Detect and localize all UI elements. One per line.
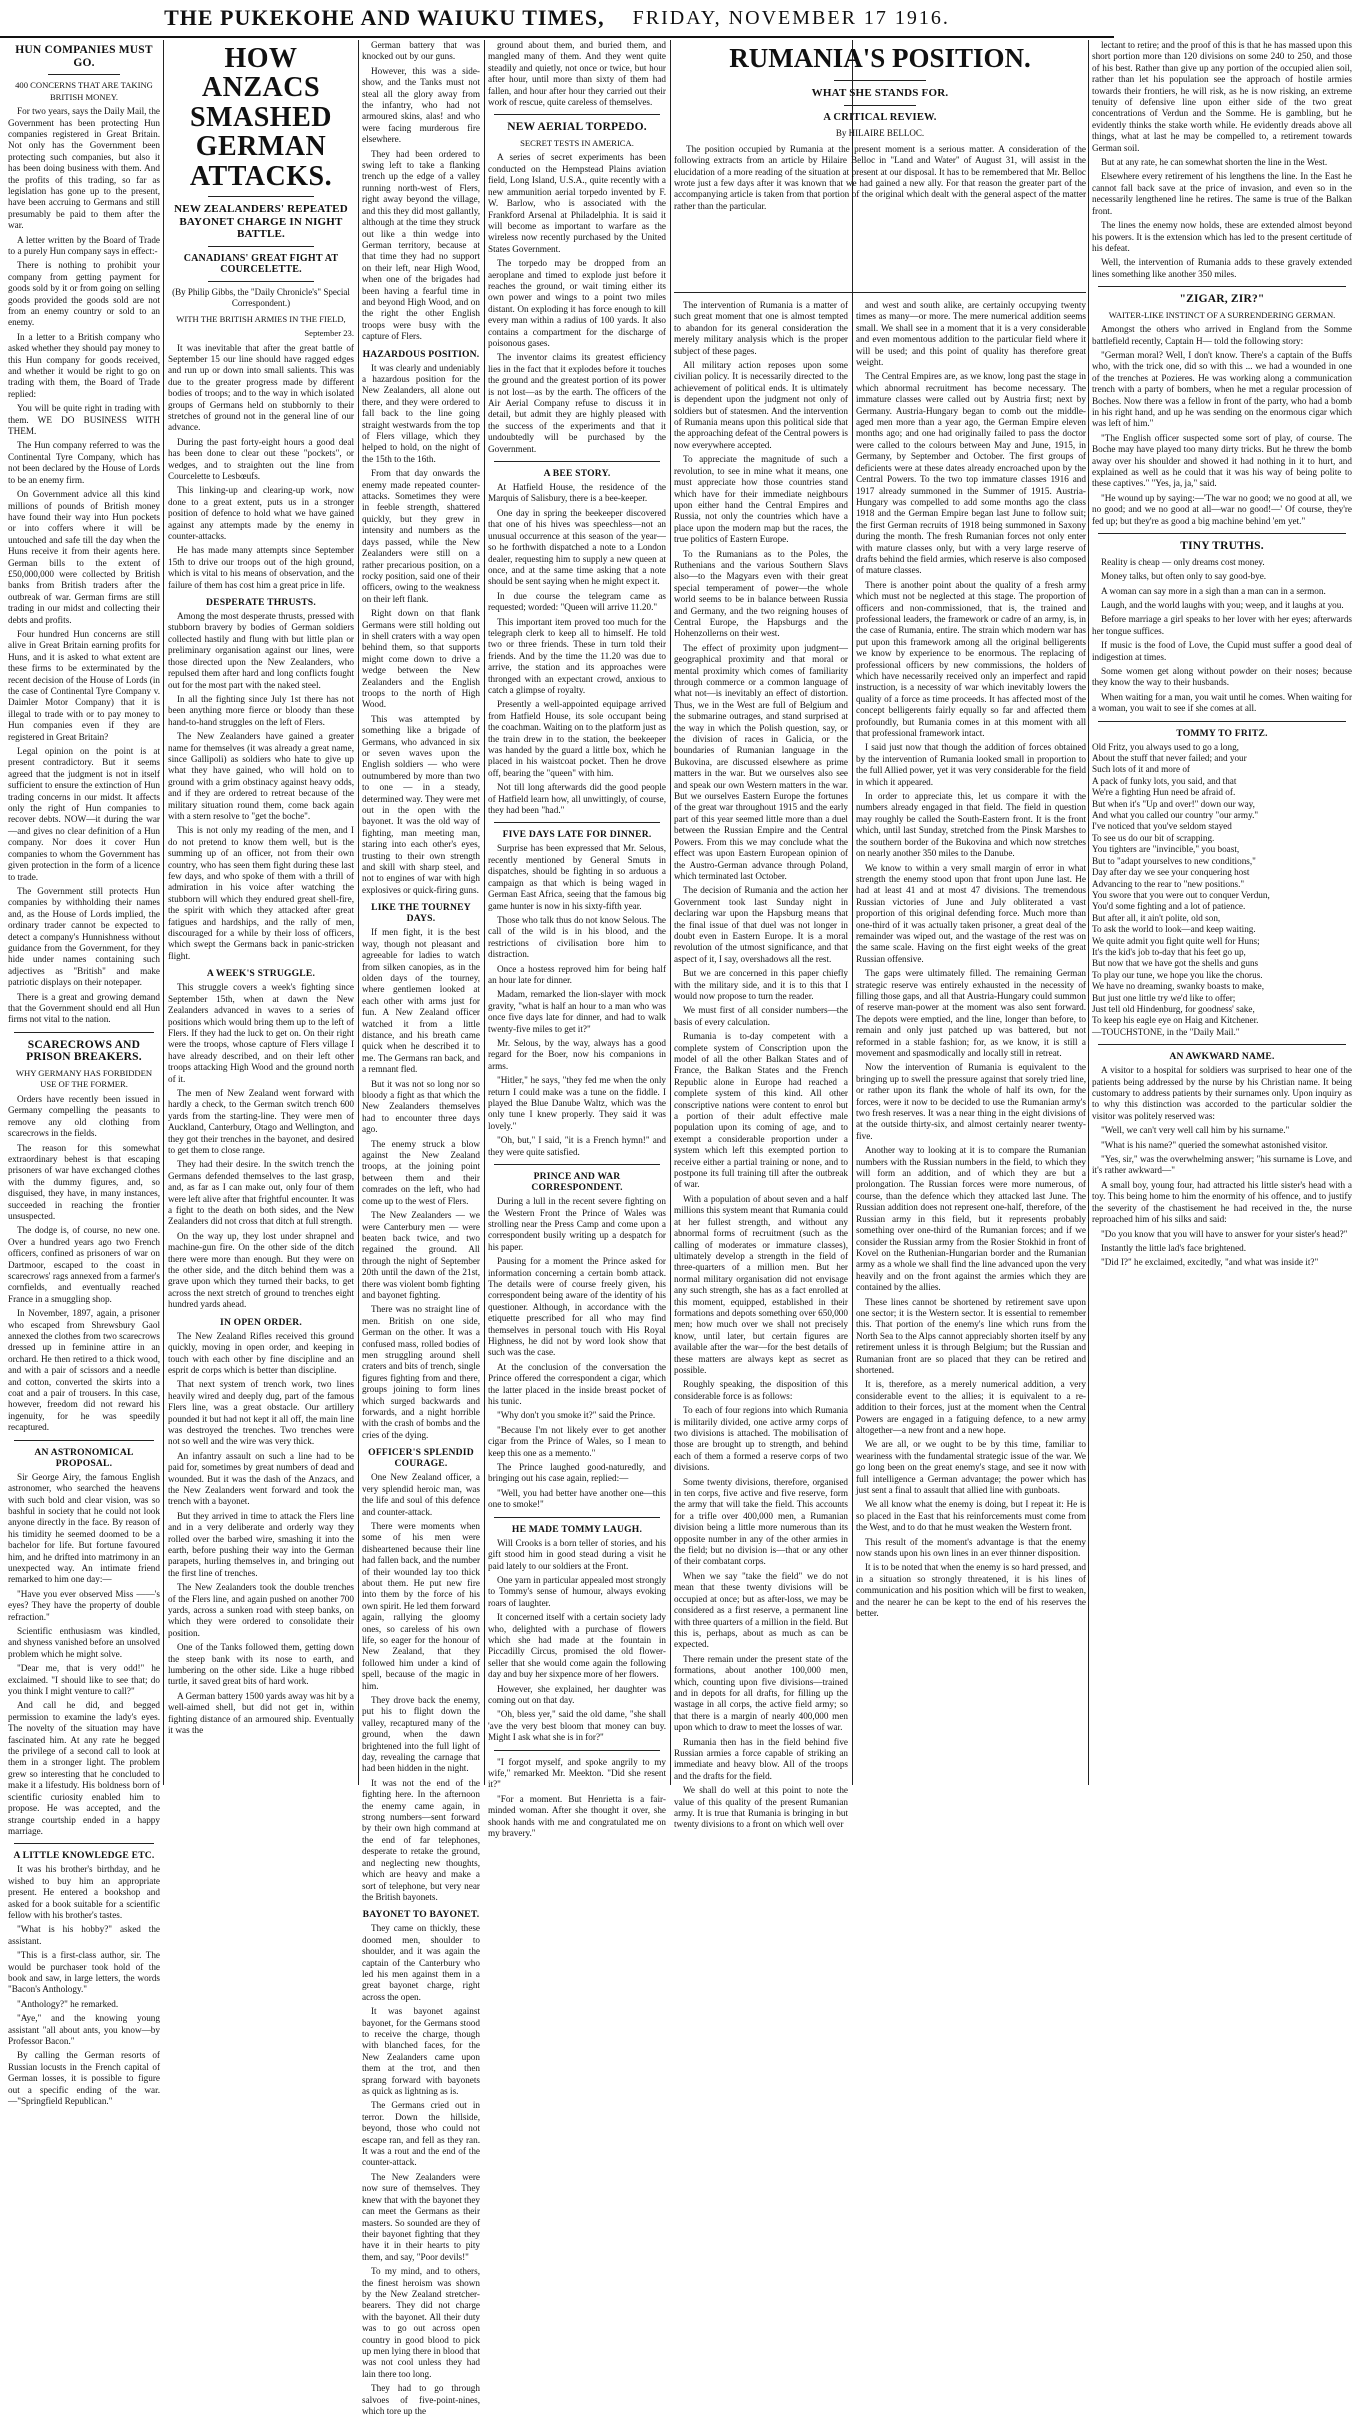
article-paragraph: The New Zealanders — we were Canterbury men — were beaten back twice, and two regained the ground. All through the night of September 20th until the dawn of the 21st, there was violent bomb fighting and bayonet fighting. (362, 1210, 480, 1300)
article-paragraph: One yarn in particular appealed most strongly to Tommy's sense of humour, always evoking roars of laughter. (488, 1574, 666, 1608)
article-paragraph: On Government advice all this kind millions of pounds of British money have found their way into Hun pockets or into coffers where it will be untouched and safe till the day when the Huns receive it from their agents here. German bills to the extent of £50,000,000 were collected by British banks from British traders after the outbreak of war. German firms are still trading in our midst and collecting their debts and profits. (8, 489, 160, 625)
article-paragraph: "Because I'm not likely ever to get another cigar from the Prince of Wales, so I mean to keep this one as a memento." (488, 1424, 666, 1458)
poem-line: Day after day we see your conquering host (1092, 867, 1250, 878)
paper-name: THE PUKEKOHE AND WAIUKU TIMES, (164, 5, 605, 30)
subhead: SECRET TESTS IN AMERICA. (520, 138, 634, 149)
poem-line: Just tell old Hindenburg, for goodness' sake, (1092, 1003, 1255, 1014)
dateline-date: September 23. (304, 328, 354, 339)
article-paragraph: If music is the food of Love, the Cupid must suffer a good deal of indigestion at times. (1092, 640, 1352, 662)
article-paragraph: They came on thickly, these doomed men, shoulder to shoulder, and it was again the captain of the Canterbury who led his men against them in a great bayonet charge, right across the open. (362, 1923, 480, 2002)
poem-line: But just one little try we'd like to offer; (1092, 992, 1236, 1003)
subhead-bayonet: BAYONET TO BAYONET. (362, 1909, 480, 1921)
article-paragraph: It was inevitable that after the great battle of September 15 our line should have ragged edges and run up or down into small salients. This was due to the greater progress made by different bodies of troops; and to the way in which isolated groups of Germans held on stubbornly to their stretches of ground not in the general line of our advance. (168, 342, 354, 433)
article-paragraph: The dodge is, of course, no new one. Over a hundred years ago two French officers, confined as prisoners of war on Dartmoor, escaped to the coast in scarecrows' rags annexed from a farmer's cornfields, and eventually reached France in a smuggling shop. (8, 1225, 160, 1304)
article-paragraph: The gaps were ultimately filled. The remaining German strategic reserve was entirely exhausted in the necessity of filling those gaps, and all that Austria-Hungary could summon of reserve man-power at the moment was also sent forward. The depots were emptied, and the line, longer than before, to remain and only just patched up was battered, but not reformed in a stable fashion; for, as we know, it is still a movement and spasmodically and locally still in retreat. (856, 968, 1086, 1058)
poem-line: To ask the world to look—and keep waiting. (1092, 924, 1256, 935)
article-paragraph: "Aye," and the knowing young assistant "all about ants, you know—by Professor Bacon." (8, 2013, 160, 2047)
byline: (By Philip Gibbs, the "Daily Chronicle's" Special Correspondent.) (172, 286, 350, 309)
column-rule (163, 40, 164, 1785)
article-paragraph: Mr. Selous, by the way, always has a good regard for the Boer, now his companions in arms. (488, 1037, 666, 1071)
article-paragraph: Four hundred Hun concerns are still alive in Great Britain earning profits for Huns, and it is asked to what extent are these firms to be exterminated by the recent decision of the House of Lords (in the case of Continental Tyre Company v. Daimler Motor Company) that it is illegal to trade with or to pay money to Hun companies even if they are registered in Great Britain? (8, 628, 160, 742)
headline-aerial-torpedo: NEW AERIAL TORPEDO. (507, 121, 647, 134)
article-paragraph: "What is his name?" queried the somewhat astonished visitor. (1101, 1139, 1328, 1150)
poem-line: A pack of funky lots, you said, and that (1092, 775, 1237, 786)
article-paragraph: To my mind, and to others, the finest heroism was shown by the New Zealand stretcher-bearers. They did not charge with the bayonet. All their duty was to go out across open country in good blood to pick up men lying there in blood that was not cool unless they had lain there too long. (362, 2266, 480, 2379)
article-paragraph: "Do you know that you will have to answer for your sister's head?" (1101, 1228, 1348, 1239)
headline-awkward-name: AN AWKWARD NAME. (1169, 1051, 1275, 1063)
headline-prince-correspondent: PRINCE AND WAR CORRESPONDENT. (531, 1171, 623, 1194)
article-paragraph: Laugh, and the world laughs with you; weep, and it laughs at you. (1101, 599, 1344, 610)
column-rule (852, 40, 853, 1785)
article-paragraph: From that day onwards the enemy made repeated counter-attacks. Sometimes they were in feeble strength, shattered quickly, but they grew in intensity and numbers as the days passed, while the New Zealanders were still on a rather precarious position, on a rocky position, said one of their officers, owing to the weakness on their left flank. (362, 468, 480, 604)
article-paragraph: "Yes, sir," was the overwhelming answer; "his surname is Love, and it's rather awkward—" (1092, 1154, 1352, 1176)
article-paragraph: This is not only my reading of the men, and I do not pretend to know them well, but is the summing up of an officer, not from their own country, who has seen them fight during these last few days, and who spoke of them with a thrill of admiration in his voice after watching the stubborn will which they endured great shell-fire, the spirit with which they attacked after great fatigues and hardships, and the rally of men, discouraged for a while by their loss of officers, which swept the Germans back in panic-stricken flight. (168, 825, 354, 961)
article-paragraph: "Why don't you smoke it?" said the Prince. (497, 1410, 656, 1421)
article-paragraph: "For a moment. But Henrietta is a fair-minded woman. After she thought it over, she shook hands with me and congratulated me on my bravery." (488, 1793, 666, 1839)
headline-tommy-fritz: TOMMY TO FRITZ. (1176, 727, 1268, 739)
article-paragraph: A visitor to a hospital for soldiers was surprised to hear one of the patients being addressed by the nurse by his Christian name. It being customary to address patients by their surnames only. Upon inquiry as to why this distinction was accorded to the particular soldier the visitor was politely reserved was: (1092, 1065, 1352, 1121)
article-paragraph: During a lull in the recent severe fighting on the Western Front the Prince of Wales was strolling near the Press Camp and come upon a correspondent busily writing up a despatch for his paper. (488, 1196, 666, 1252)
article-paragraph: A small boy, young four, had attracted his little sister's head with a toy. This being home to him the enormity of his offence, and to justify the severity of the chastisement he had received in the, the nurse reproached him of his silks and said: (1092, 1179, 1352, 1225)
article-paragraph: "I forgot myself, and spoke angrily to my wife," remarked Mr. Meekton. "Did she resent it?" (488, 1756, 666, 1790)
article-paragraph: In all the fighting since July 1st there has not been anything more fierce or bloody than these hand-to-hand struggles on the left of Flers. (168, 693, 354, 727)
article-paragraph: And call he did, and begged permission to examine the lady's eyes. The novelty of the situation may have fascinated him. At any rate he begged the privilege of a second call to look at them in a stronger light. The problem grew so interesting that he concluded to make it a lifestudy. His boldness born of scientific curiosity enabled him to propose. He was accepted, and the strange courtship ended in a happy marriage. (8, 1700, 160, 1836)
poem-line: —TOUCHSTONE, in the "Daily Mail." (1092, 1026, 1240, 1037)
poem-line: We have no dreaming, swanky boasts to make, (1092, 981, 1264, 992)
article-paragraph: When we say "take the field" we do not mean that these twenty divisions will be occupied at once; but as after-loss, we may be considered as a first reserve, a permanent line with three quarters of a million in the field. But this is, perhaps, about as much as can be expected. (674, 1570, 849, 1650)
column-rule (484, 40, 485, 1785)
article-paragraph: A series of secret experiments has been conducted on the Hempstead Plains aviation field, Long Island, U.S.A., quite recently with a new ammunition aerial torpedo invented by F. W. Barlow, who is associated with the Frankford Arsenal at Philadelphia. It is said it will become as important to warfare as the wireless now recently purchased by the United States Government. (488, 152, 666, 254)
poem-line: To keep his eagle eye on Haig and Kitchener. (1092, 1015, 1259, 1026)
poem-line: And what you called our country "our army." (1092, 810, 1259, 821)
deck-canadians: CANADIANS' GREAT FIGHT AT COURCELETTE. (183, 252, 339, 276)
article-paragraph: With a population of about seven and a half millions this system meant that Rumania could at her fullest strength, and without any abnormal forms of recruitment (such as the calling of moderates or immature classes), ultimately develop a strength in the field of three-quarters of a million men. But her normal military organisation did not envisage any such strength, she has as a fact enrolled at this moment, equipped, established in their formations and depots something over 650,000 men; how much over we shall not precisely know, until later, but certain figures are available after the war—for the best details of these matters are always kept as secret as possible. (674, 1193, 848, 1375)
rumania-intro: The position occupied by Rumania at the present moment is a serious matter. A consideration of the following extracts from an article by Hilaire Belloc in "Land and Water" of August 31, will assist in the elucidation of a more reading of the situation at present at our disposal. It has to be remembered that Mr. Belloc wrote just a few days after it was known that we had gained a new ally. For that reason the greater part of the accompanying article is taken from that portion of the original which dealt with the general aspect of the matter rather than the particular. (674, 143, 1086, 211)
column-7 (1092, 40, 1352, 1785)
article-paragraph: He has made many attempts since September 15th to drive our troops out of the high ground, which is vital to his means of observation, and the failure of them has cost him a great price in life. (168, 545, 354, 590)
article-paragraph: We all know what the enemy is doing, but I repeat it: He is so placed in the East that his reinforcements must come from the West, and to do that he must weaken the Western front. (856, 1499, 1086, 1533)
column-6 (856, 300, 1086, 1780)
article-paragraph: There is nothing to prohibit your company from getting payment for goods sold by it or from going on selling goods provided the goods sold are not from an enemy country or sold to an enemy. (8, 260, 160, 328)
poem-line: But when it's "Up and over!" down our way, (1092, 798, 1255, 809)
headline-five-days-late: FIVE DAYS LATE FOR DINNER. (502, 829, 652, 841)
article-paragraph: In a letter to a British company who asked whether they should pay money to this Hun company for goods received, and whether it would be right to go on trading with them, the Board of Trade replied: (8, 331, 160, 399)
article-paragraph: On the way up, they lost under shrapnel and machine-gun fire. On the other side of the ditch there were more than enough. But they were on the other side, and the ditch behind them was a grave upon which they turned their backs, to get across the next stretch of ground to trenches eight hundred yards ahead. (168, 1230, 354, 1310)
article-paragraph: A letter written by the Board of Trade to a purely Hun company says in effect:- (8, 234, 160, 256)
article-paragraph: A German battery 1500 yards away was hit by a well-aimed shell, but did not get in, within fighting distance of an armoured ship. Eventually it was the (168, 1690, 354, 1736)
article-paragraph: It is to be noted that when the enemy is so hard pressed, and in a situation so strongly threatened, it is his lines of communication and his position which will be first to weaken, and the nearer he can be kept to the end of his reserves the better. (856, 1562, 1086, 1619)
article-paragraph: Once a hostess reproved him for being half an hour late for dinner. (488, 963, 666, 985)
article-paragraph: German battery that was knocked out by our guns. (362, 40, 480, 62)
article-paragraph: We are all, or we ought to be by this time, familiar to weariness with the fundamental strategic issue of the war. We go long been on the great enemy's stage, and see it now with full intelligence a German advantage; the power which has just sent a final to assault that allied line with gunboats. (856, 1439, 1086, 1496)
rumania-header (674, 40, 1086, 300)
column-5 (674, 300, 849, 1830)
column-4 (488, 40, 666, 1839)
article-paragraph: The enemy struck a blow against the New Zealand troops, at the joining point between them and their comrades on the left, who had come up to the west of Flers. (362, 1138, 480, 1206)
article-paragraph: Orders have recently been issued in Germany compelling the peasants to remove any old clothing from scarecrows in the fields. (8, 1093, 160, 1139)
article-paragraph: "Oh, but," I said, "it is a French hymn!" and they were quite satisfied. (488, 1135, 666, 1157)
article-paragraph: One day in spring the beekeeper discovered that one of his hives was speechless—not an unusual occurrence at this season of the year—so he forthwith dispatched a note to a London dealer, requesting him to supply a new queen at once, and at the same time asking that a note should be sent saying when he might expect it. (488, 507, 666, 587)
article-paragraph: At Hatfield House, the residence of the Marquis of Salisbury, there is a bee-keeper. (488, 482, 666, 504)
headline-astronomical: AN ASTRONOMICAL PROPOSAL. (34, 1446, 134, 1469)
article-paragraph: The New Zealand Rifles received this ground quickly, moving in open order, and keeping in touch with each other by fine discipline and an esprit de corps which is better than discipline. (168, 1330, 354, 1375)
article-paragraph: "Well, we can't very well call him by his surname." (1101, 1125, 1290, 1136)
article-paragraph: Right down on that flank Germans were still holding out in shell craters with a way open behind them, so that supports might come down to drive a wedge between the New Zealanders and the English troops to the north of High Wood. (362, 608, 480, 710)
article-paragraph: To the Rumanians as to the Poles, the Ruthenians and the various Southern Slavs also—to the Magyars even with their great special temperament of power—the whole world seems to be in balance between Russia and Germany, and the two reigning houses of Central Europe, the Hapsburgs and the Hohenzollerns on their west. (674, 548, 848, 639)
article-paragraph: One New Zealand officer, a very splendid heroic man, was the life and soul of this defence and counter-attack. (362, 1472, 480, 1517)
poem-line: We quite admit you fight quite well for Huns; (1092, 935, 1260, 946)
headline-tommy-laugh: HE MADE TOMMY LAUGH. (511, 1523, 643, 1535)
article-paragraph: The reason for this somewhat extraordinary behest is that escaping prisoners of war have exchanged clothes with the dummy figures, and, so disguised, they have, in many instances, succeeded in reaching the frontier unsuspected. (8, 1142, 160, 1221)
headline-rumania: RUMANIA'S POSITION. (729, 43, 1031, 73)
headline-anzacs: HOW ANZACS SMASHED GERMAN ATTACKS. (189, 43, 333, 192)
article-paragraph: We must first of all consider numbers—the basis of every calculation. (674, 1005, 848, 1027)
article-paragraph: Instantly the little lad's face brightened. (1101, 1242, 1247, 1253)
article-paragraph: All military action reposes upon some civilian policy. It is necessarily directed to the achievement of political ends. It is ultimately is dependent upon the judgment not only of soldiers but of statesmen. And the intervention of Rumania means upon this political side that the approaching defeat of the Central powers is now everywhere accepted. (674, 360, 848, 450)
article-paragraph: It was clearly and undeniably a hazardous position for the New Zealanders, all alone out there, and they were ordered to fall back to the line going straight westwards from the top of Flers village, which they helped to hold, on the night of the 15th to the 16th. (362, 362, 480, 464)
poem-line: But after all, it ain't polite, old son, (1092, 912, 1221, 923)
poem-line: To play our tune, we hope you like the chorus. (1092, 969, 1263, 980)
article-paragraph: The torpedo may be dropped from an aeroplane and timed to explode just before it reaches the ground, or wait timing either its own power and wings to a point two miles distant. On exploding it has force enough to kill every man within a radius of 100 yards. It also contains a compartment for the discharge of poisonous gases. (488, 258, 666, 348)
article-paragraph: They had their desire. In the switch trench the Germans defended themselves to the last grasp, and, as far as I can make out, only four of them were left alive after that frightful encounter. It was a fight to the death on both sides, and the New Zealanders did not cross that ditch at full strength. (168, 1159, 354, 1227)
article-paragraph: But we are concerned in this paper chiefly with the military side, and it is to this that I would now propose to turn the reader. (674, 968, 848, 1001)
article-paragraph: It was his brother's birthday, and he wished to buy him an appropriate present. He entered a bookshop and asked for a book suitable for a scientific fellow with his brother's tastes. (8, 1864, 160, 1920)
subhead-weeks-struggle: A WEEK'S STRUGGLE. (206, 968, 316, 980)
article-paragraph: It was bayonet against bayonet, for the Germans stood to receive the charge, though with blanched faces, for the New Zealanders came upon them at the trot, and then sprang forward with bayonets as quick as lightning as is. (362, 2006, 480, 2097)
article-paragraph: That next system of trench work, two lines heavily wired and deeply dug, part of the famous Flers line, was a great obstacle. Our artillery pounded it but had not kept it all off, the main line was destroyed the trenches. Two trenches were not so well and the wire was very thick. (168, 1379, 354, 1447)
article-paragraph: I said just now that though the addition of forces obtained by the intervention of Rumania looked small in proportion to the full Allied power, yet it was very considerable for the field in which it appeared. (856, 742, 1086, 787)
headline-scarecrows: SCARECROWS AND PRISON BREAKERS. (26, 1038, 142, 1064)
article-paragraph: This important item proved too much for the telegraph clerk to keep all to himself. He told two or three friends. These in turn told their friends. And by the time the 11.20 was due to arrive, the station and its approaches were thronged with an expectant crowd, anxious to catch a glimpse of royalty. (488, 616, 666, 695)
article-paragraph: "Did I?" he exclaimed, excitedly, "and what was inside it?" (1101, 1257, 1319, 1268)
article-paragraph: Not till long afterwards did the good people of Hatfield learn how, all unwittingly, of course, they had been "had." (488, 782, 666, 816)
article-paragraph: Well, the intervention of Rumania adds to these gravely extended lines something like another 350 miles. (1092, 257, 1352, 279)
article-paragraph: We shall do well at this point to note the value of this quality of the present Rumanian army. It is true that Rumania is bringing in but twenty divisions to a front on which well over (674, 1785, 848, 1830)
article-paragraph: Money talks, but often only to say good-bye. (1101, 571, 1267, 582)
article-paragraph: Sir George Airy, the famous English astronomer, who searched the heavens with such bold and clear vision, was so bashful in society that he could not look anyone directly in the face. By reason of his timidity he seemed doomed to be a bachelor for life. But fortune favoured him, and he drifted into matrimony in an unexpected way. An intimate friend remarked to him one day:— (8, 1471, 160, 1585)
subhead-open-order: IN OPEN ORDER. (220, 1316, 302, 1328)
article-paragraph: lectant to retire; and the proof of this is that he has massed upon this short portion more than 120 divisions on some 240 to 250, and those of his best. Rather than give up any portion of the occupied alien soil, rather than let his population see the approach of hostile armies towards their frontiers, he will risk, as he is now risking, an extreme tenuity of defensive line upon either side of the two great concentrations of Verdun and the Somme. He is gambling, but he evidently thinks the stake worth while. He evidently dreads above all things, what at last he may be compelled to, a retirement towards German soil. (1092, 40, 1352, 153)
column-rule (358, 40, 359, 1785)
article-paragraph: To appreciate the magnitude of such a revolution, to see in mine what it means, one must appreciate how those countries stand which have for their immediate neighbours upon either hand the Central Empires and Russia, not only the countries which have a place upon the modern map but the races, the true politics of Eastern Europe. (674, 454, 848, 545)
headline-little-knowledge: A LITTLE KNOWLEDGE ETC. (13, 1850, 155, 1862)
headline-bee-story: A BEE STORY. (543, 468, 611, 480)
article-paragraph: They had been ordered to swing left to take a flanking trench up the edge of a valley running north-west of Flers, right away beyond the village, and this they did most gallantly, although at the time they struck out like a thin wedge into German territory, because at that time they had no support on their left, near High Wood, when one of the brigades had been having a fearful time in and beyond High Wood, and on the right the other English troops were busy with the capture of Flers. (362, 148, 480, 342)
headline-tiny-truths: TINY TRUTHS. (1180, 540, 1264, 553)
article-paragraph: The effect of proximity upon judgment—geographical proximity and that moral or mental proximity which comes of familiarity through commerce or a common language of what not—is inevitably an effect of distortion. Thus, we in the West are full of Belgium and the submarine outrages, and stand surprised at the way in which the Polish question, say, or the division of races in Galicia, or the boundaries of Rumanian language in the Bukovina, are discussed elsewhere as prime matters in the war. But we ourselves also see and speak our own Western matters in the war. But we ourselves Eastern Europe the fortunes of the great war throughout 1915 and the early part of this year seemed little more than a duel between the Russian Empire and the Central Powers. From this we may conclude what the effect was upon Eastern European opinion of the Austro-German advance through Poland, which terminated last October. (674, 642, 848, 881)
subhead: WAITER-LIKE INSTINCT OF A SURRENDERING GERMAN. (1108, 309, 1336, 320)
poem-line: Old Fritz, you always used to go a long, (1092, 741, 1239, 752)
poem-line: Advancing to the rear to "new positions." (1092, 878, 1245, 889)
subhead-hazardous-position: HAZARDOUS POSITION. (362, 348, 480, 360)
subhead-tourney-days: LIKE THE TOURNEY DAYS. (371, 902, 471, 925)
poem-line: But now that we have got the shells and guns (1092, 958, 1259, 969)
poem-line: To see us do our bit of scrapping. (1092, 832, 1215, 843)
article-paragraph: There were moments when some of his men were disheartened because their line had fallen back, and the number of their wounded lay too thick about them. He put new fire into them by the force of his own spirit. He led them forward again, rallying the gloomy ones, so careless of his own life, so eager for the honour of New Zealand, that they followed him under a kind of spell, because of the magic in him. (362, 1520, 480, 1691)
article-paragraph: Will Crooks is a born teller of stories, and his gift stood him in good stead during a visit he paid lately to our soldiers at the Front. (488, 1537, 666, 1571)
article-paragraph: Now the intervention of Rumania is equivalent to the bringing up to swell the pressure against that sorely tried line, or rather upon its flank the whole of half its own, for the forces, were it now to be decided to use the Rumanian army's two fresh reserves. It was a near thing in the eight divisions of at the outside thirty-six, and almost certainly nearer twenty-five. (856, 1062, 1086, 1141)
article-paragraph: The New Zealanders have gained a greater name for themselves (it was already a great name, since Gallipoli) as soldiers who hate to give up what they have gained, who will hold on to ground with a grim obstinacy against heavy odds, and if they are ordered to retreat because of the military situation round them, come back again with a stern resolve to "get the boche". (168, 731, 354, 821)
article-paragraph: "What is his hobby?" asked the assistant. (8, 1924, 160, 1946)
article-paragraph: Elsewhere every retirement of his lengthens the line. In the East he cannot fall back save at the price of invasion, and even so in the necessarily lengthened line he retires. The same is true of the Balkan front. (1092, 171, 1352, 216)
divider (674, 292, 1086, 293)
byline-belloc: By HILAIRE BELLOC. (835, 128, 925, 139)
article-paragraph: It is, therefore, as a merely numerical addition, a very considerable event to the allies; it is equivalent to a re-addition to their forces, just at the moment when the Central Powers are engaged in a fatiguing defence, to a new army altogether—a new front and a new hope. (856, 1379, 1086, 1435)
article-paragraph: The inventor claims its greatest efficiency lies in the fact that it explodes before it touches the ground and the greatest portion of its power is not lost—as by the earth. The officers of the Air Aerial Company refuse to discuss it in detail, but admit they are highly pleased with the success of the experiments and that it undoubtedly will be purchased by the Government. (488, 352, 666, 454)
column-3 (362, 40, 480, 2416)
article-paragraph: This struggle covers a week's fighting since September 15th, when at dawn the New Zealanders advanced in waves to a series of positions which would bring them up to the left of Flers. If they had the luck to get on. On their right were the troops, whose capture of Flers village I have already described, and on their left other troops attacking High Wood and the ground north of it. (168, 982, 354, 1084)
article-paragraph: "German moral? Well, I don't know. There's a captain of the Buffs who, with the trick one, did so with this ... we had a wounded in one of the trenches at Pozieres. He was working along a communication trench with a party of bombers, when he met a regular procession of Boches. Now there was a fellow in front of the party, who had a bomb in his right hand, and up he was sending on the enormous cigar which was left of him." (1092, 349, 1352, 429)
headline-zigar: "ZIGAR, ZIR?" (1179, 293, 1265, 306)
article-paragraph: There is a great and growing demand that the Government should end all Hun firms not vital to the nation. (8, 991, 160, 1025)
article-paragraph: This result of the moment's advantage is that the enemy now stands upon his own lines in an ever thinner disposition. (856, 1536, 1086, 1559)
article-paragraph: The Germans cried out in terror. Down the hillside, beyond, those who could not escape ran, and fell as they ran. It was a rout and the end of the counter-attack. (362, 2100, 480, 2168)
masthead (0, 0, 1114, 38)
article-paragraph: Presently a well-appointed equipage arrived from Hatfield House, its sole occupant being the coachman. Waiting on to the platform just as the train drew in to the station, the beekeeper was handed by the guard a little box, which he placed in his waistcoat pocket. Then he drove off, bearing the "queen" with him. (488, 699, 666, 778)
article-paragraph: They had to go through salvoes of five-point-nines, which tore up the (362, 2383, 480, 2416)
article-paragraph: Legal opinion on the point is at present contradictory. But it seems agreed that the judgment is not in itself sufficient to ensure the extinction of Hun trading concerns in our midst. It affects only the right of Hun companies to recover debts. NOW—it during the war—and gives no clear definition of a Hun company. Nor does it cover Hun companies to whom the Government has given protection in the form of a licence to trade. (8, 746, 160, 882)
article-paragraph: A woman can say more in a sigh than a man can in a sermon. (1101, 585, 1326, 596)
article-paragraph: There remain under the present state of the formations, about another 100,000 men, which, counting upon five divisions—trained and in depots for all drafts, for filling up the wastage in all corps, the active field army; so that there is a margin of nearly 400,000 men upon which to draw to meet the losses of war. (674, 1653, 848, 1733)
subhead-stands-for: WHAT SHE STANDS FOR. (811, 86, 949, 99)
article-paragraph: It was not the end of the fighting here. In the afternoon the enemy came again, in strong numbers—sent forward by their own high command at the end of far telephones, desperate to retake the ground, and neglecting new thoughts, which are heavy and make a sort of telephone, but very near the British bayonets. (362, 1777, 480, 1902)
article-paragraph: They drove back the enemy, put his to flight down the valley, recaptured many of the ground, when the dawn brightened into the full light of day, revealing the carnage that had been hidden in the night. (362, 1695, 480, 1774)
subhead-desperate-thrusts: DESPERATE THRUSTS. (206, 597, 316, 609)
article-paragraph: An infantry assault on such a line had to be paid for, sometimes by great numbers of dead and wounded. But it was the dash of the Anzacs, and the New Zealanders went forward and took the trench with a bayonet. (168, 1450, 354, 1507)
article-paragraph: In order to appreciate this, let us compare it with the numbers already engaged in that field. The field in question may roughly be called the South-Eastern front. It is the front which, until last Sunday, stretched from the Pinsk Marshes to the southern border of the Bukovina and which now stretches on nearly another 350 miles to the Danube. (856, 791, 1086, 859)
article-paragraph: During the past forty-eight hours a good deal has been done to clear out these "pockets", or wedges, and to straighten out the line from Courcelette to Lesbœufs. (168, 436, 354, 481)
article-paragraph: You will be quite right in trading with them. WE DO BUSINESS WITH THEM. (8, 403, 160, 437)
poem-line: Such lots of it and more of (1092, 764, 1190, 775)
poem-line: It's the kid's job to-day that his feet go up, (1092, 946, 1246, 957)
article-paragraph: Scientific enthusiasm was kindled, and shyness vanished before an unsolved problem which he might solve. (8, 1626, 160, 1659)
article-paragraph: For two years, says the Daily Mail, the Government has been protecting Hun companies registered in Great Britain. Not only has the Government been protecting such companies, but also it has been doing business with them. And the profits of this trading, so far as legislation has gone up to the present, have been accruing to Germans and still presumably be paid to them after the war. (8, 106, 160, 231)
subhead-officer-courage: OFFICER'S SPLENDID COURAGE. (368, 1447, 474, 1470)
article-paragraph: Some twenty divisions, therefore, organised in ten corps, five active and five reserve, form the army that will take the field. This accounts for a trifle over 400,000 men, a Rumanian division being a little more numerous than its opposite number in any of the other armies in the field; but no division is—that or any other of their combatant corps. (674, 1476, 848, 1567)
article-paragraph: However, this was a side-show, and the Tanks must not steal all the glory away from the infantry, who had not armoured skins, alas! and who were facing murderous fire elsewhere. (362, 65, 480, 145)
article-paragraph: The Prince laughed good-naturedly, and bringing out his case again, replied:— (488, 1462, 666, 1484)
article-paragraph: At the conclusion of the conversation the Prince offered the correspondent a cigar, which the latter placed in the inside breast pocket of his tunic. (488, 1361, 666, 1407)
article-paragraph: However, she explained, her daughter was coming out on that day. (488, 1683, 666, 1705)
subhead: WHY GERMANY HAS FORBIDDEN USE OF THE FORMER. (15, 1068, 153, 1090)
article-paragraph: This was attempted by something like a brigade of Germans, who advanced in six or seven waves upon the English soldiers — who were outnumbered by more than two to one — in a steady, determined way. They were met out in the open with the bayonet. It was the old way of fighting, man meeting man, staring into each other's eyes, trusting to their own strength and skill with sharp steel, and not to engines of war with high explosives or quick-firing guns. (362, 713, 480, 895)
article-paragraph: One of the Tanks followed them, getting down the steep bank with its nose to earth, and lumbering on the other side. Like a huge ribbed turtle, it saved great bits of hard work. (168, 1642, 354, 1687)
article-paragraph: Some women get along without powder on their noses; because they know the way to their husbands. (1092, 665, 1352, 688)
article-paragraph: If men fight, it is the best way, though not pleasant and agreeable for ladies to watch from silken canopies, as in the olden days of the tourney, where gentlemen looked at each other with arms just for fun. A New Zealand officer watched it from a little distance, and his breath came quick when he described it to me. The Germans ran back, and a remnant fled. (362, 927, 480, 1075)
article-paragraph: The lines the enemy now holds, these are extended almost beyond his powers. It is the extension which has led to the present certitude of his defeat. (1092, 220, 1352, 253)
subhead: 400 CONCERNS THAT ARE TAKING BRITISH MONEY. (15, 80, 153, 102)
column-rule (670, 40, 671, 1785)
article-paragraph: Among the most desperate thrusts, pressed with stubborn bravery by bodies of German soldiers collected hastily and flung with but little plan or preliminary organisation against our lines, were those directed upon the New Zealanders, who repulsed them after hard and long conflicts fought out for the most part with the naked steel. (168, 611, 354, 690)
article-paragraph: Another way to looking at it is to compare the Rumanian numbers with the Russian numbers in the field, to which they will form an addition, and of which they are but a prolongation. The Russian forces were more numerous, of course, than the defence which they attacked last June. The Russian addition does not represent one-half, therefore, of the Russian army in this field, but it represents probably something over one-third of the Rumanian forces; and if we consider the Russian army from the Rosier Stokhid in front of Kovel on the Ruthenian-Hungarian border and the Rumanian army as a whole we shall find the line advanced upon the very heavily and on the front against the armies which they are contained by the allies. (856, 1145, 1086, 1293)
article-paragraph: The New Zealanders were now sure of themselves. They knew that with the bayonet they can meet the Germans as their masters. So sounded are they of their bayonet fighting that they have it in their hearts to pity them, and say, "Poor devils!" (362, 2171, 480, 2262)
dateline: WITH THE BRITISH ARMIES IN THE FIELD, (176, 313, 346, 324)
article-paragraph: "He wound up by saying:—'The war no good; we no good at all, we no good; and we no good at all—war no good!—' Of course, they're fed up; but they're as good a big machine behind 'em yet." (1092, 492, 1352, 526)
article-paragraph: "Have you ever observed Miss ——'s eyes? They have the property of double refraction." (8, 1588, 160, 1622)
article-paragraph: To each of four regions into which Rumania is militarily divided, one active army corps of two divisions is attached. The mobilisation of those are brought up to strength, and behind each of them a formed a reserve corps of two divisions. (674, 1405, 848, 1473)
article-paragraph: "Hitler," he says, "they fed me when the only return I could make was a tune on the fiddle. I played the Blue Danube Waltz, which was the only tune I knew properly. They said it was lovely." (488, 1075, 666, 1131)
article-paragraph: Surprise has been expressed that Mr. Selous, recently mentioned by General Smuts in dispatches, should be fighting in so arduous a campaign as that which is being waged in German East Africa, seeing that the famous big game hunter is now in his sixty-fifth year. (488, 843, 666, 911)
headline-hun-companies: HUN COMPANIES MUST GO. (15, 44, 153, 69)
article-paragraph: "This is a first-class author, sir. The would be purchaser took hold of the book and saw, in large letters, the words "Bacon's Anthology." (8, 1950, 160, 1995)
article-paragraph: There was no straight line of men. British on one side, German on the other. It was a confused mass, rolled bodies of men struggling around shell craters and bits of trench, single figures fighting from and there, groups joining to form lines which surged backwards and forwards, and a night horrible with the crash of bombs and the cries of the dying. (362, 1304, 480, 1440)
article-paragraph: When waiting for a man, you wait until he comes. When waiting for a woman, you wait to see if she comes at all. (1092, 691, 1352, 714)
article-paragraph: "Dear me, that is very odd!" he exclaimed. "I should like to see that; do you think I might venture to call?" (8, 1663, 160, 1697)
poem-line: You swore that you were out to conquer Verdun, (1092, 889, 1270, 900)
article-paragraph: These lines cannot be shortened by retirement save upon one sector; it is the Western sector. It is essential to remember this. That portion of the enemy's line which runs from the North Sea to the Alps cannot appreciably shorten itself by any retirement unless it is through Belgium; but the Russian and Rumanian front are so placed that they can be retired and shortened. (856, 1296, 1086, 1375)
article-paragraph: Those who talk thus do not know Selous. The call of the wild is in his blood, and the restrictions of civilisation bore him to distraction. (488, 914, 666, 960)
poem-line: But to "adapt yourselves to new conditions," (1092, 855, 1256, 866)
article-paragraph: The Central Empires are, as we know, long past the stage in which abnormal recruitment has become necessary. The immature classes were called out by Austria first; next by Germany. Austria-Hungary began to comb out the middle-aged men more than a year ago, the German Empire eleven months ago; and one had originally failed to pass the doctor were called to the colours between May and June, 1915, in Germany, by September and October. The first groups of deficients were at these dates already encroached upon by the Central Powers. To the two top immature classes 1916 and 1917 already summoned in the Summer of 1915. Austria-Hungary was compelled to add some months ago the class 1918 and the German Empire began last June to follow suit; the first German recruits of 1918 being summoned in Saxony during the month. The fresh Rumanian forces not only enter with mature classes only, but with a very large reserve of drafts behind the field armies, which reserve is also composed of mature classes. (856, 371, 1086, 576)
article-paragraph: The Government still protects Hun companies by withholding their names and, as the House of Lords implied, the ordinary trader cannot be expected to detect a company's Hunnishness without guidance from the Government, for they hide under names containing such adjectives as "British" and make patriotic displays on their notepaper. (8, 885, 160, 988)
poem-line: You'd some fighting and a lot of patience. (1092, 901, 1246, 912)
article-paragraph: Before marriage a girl speaks to her lover with her eyes; afterwards her tongue suffices. (1092, 614, 1352, 636)
article-paragraph: Rumania then has in the field behind five Russian armies a force capable of striking an immediate and heavy blow. All of the troops and the drafts for the field. (674, 1736, 848, 1781)
article-paragraph: We know to within a very small margin of error in what strength the enemy stood upon that front upon June last. He had at least 41 and at most 47 divisions. The tremendous Russian victories of June and July obliterated a vast proportion of this original defending force. Much more than one-third of it was actually taken prisoner, a great deal of the remainder was wiped out, and the wastage of the rest was on the same scale. Having on the first eight weeks of the great Russian offensive. (856, 862, 1086, 964)
article-paragraph: "Oh, bless yer," said the old dame, "she shall 'ave the very best bloom that money can buy. Might I ask what she is in for?" (488, 1709, 666, 1743)
column-2 (168, 40, 354, 1785)
article-paragraph: The decision of Rumania and the action her Government took last Sunday night in declaring war upon the Hapsburg means that the final issue of that duel was not longer in doubt even in Eastern Europe. It is a moral revolution of the utmost significance, and that aspect of it, I say, overshadows all the rest. (674, 885, 848, 964)
article-paragraph: This linking-up and clearing-up work, now done to a great extent, puts us in a stronger position of defence to hold what we have gained against any attempts made by the enemy in counter-attacks. (168, 485, 354, 541)
article-paragraph: In due course the telegram came as requested; worded: "Queen will arrive 11.20." (488, 590, 666, 613)
issue-date: FRIDAY, NOVEMBER 17 1916. (632, 6, 950, 29)
article-paragraph: Pausing for a moment the Prince asked for information concerning a certain bomb attack. The details were of course freely given, his correspondent being aware of the identity of his questioner. Although, in accordance with the etiquette prescribed for all who may find themselves in personal touch with His Royal Highness, he did not by word look show that such was the case. (488, 1256, 666, 1358)
article-paragraph: and west and south alike, are certainly occupying twenty times as many—or more. The mere numerical addition seems small. We shall see in a moment that it is a very considerable and even momentous addition to the particular field where it will be used; and this point of quality has therefore great weight. (856, 300, 1086, 368)
article-paragraph: In November, 1897, again, a prisoner who escaped from Shrewsbury Gaol annexed the clothes from two scarecrows dressed up in feminine attire in an orchard. He then retired to a thick wood, and with a pair of scissors and a needle and cotton, converted the skirts into a coat and a pair of trousers. In this case, however, freedom did not reward his ingenuity, for he was speedily recaptured. (8, 1308, 160, 1433)
poem-line: We're a fighting Hun need be afraid of. (1092, 787, 1236, 798)
article-paragraph: "The English officer suspected some sort of play, of course. The Boche may have played too many dirty tricks. But he threw the bomb away over his shoulder and showed it had nothing in it to hurt, and explained as well as he could that it was his way of being polite to these captives." "Yes, ja, ja," said. (1092, 432, 1352, 489)
article-paragraph: But at any rate, he can somewhat shorten the line in the West. (1101, 157, 1328, 168)
poem-line: About the stuff that never failed; and your (1092, 753, 1247, 764)
article-paragraph: The intervention of Rumania is a matter of such great moment that one is almost tempted to abandon for its general consideration the merely military analysis which is the proper subject of these pages. (674, 300, 848, 356)
column-rule (1088, 40, 1089, 1785)
article-paragraph: By calling the German resorts of Russian locusts in the French capital of German losses, it is possible to figure out a specific ending of the war.—"Springfield Republican." (8, 2050, 160, 2107)
poem-line: You tighters are "invincible," you boast, (1092, 844, 1240, 855)
article-paragraph: The New Zealanders took the double trenches of the Flers line, and again pushed on another 700 yards, across a sunken road with steep banks, on which they were ordered to consolidate their position. (168, 1582, 354, 1638)
article-paragraph: But it was not so long nor so bloody a fight as that which the New Zealanders themselves had to encounter three days ago. (362, 1078, 480, 1135)
article-paragraph: It concerned itself with a certain society lady who, delighted with a purchase of flowers which she had made at the fountain in Piccadilly Circus, promised the old flower-seller that she would come again the following day and buy her sixpence more of her flowers. (488, 1612, 666, 1680)
deck-critical-review: A CRITICAL REVIEW. (823, 112, 937, 124)
poem-line: I've noticed that you've seldom stayed (1092, 821, 1232, 832)
article-paragraph: Madam, remarked the lion-slayer with mock gravity, "what is half an hour to a man who was once five days late for dinner, and had to walk twenty-five miles to get it?" (488, 989, 666, 1034)
article-paragraph: ground about them, and buried them, and mangled many of them. And they went quite steadily and quietly, not once or twice, but hour after hour, until more than sixty of them had fallen, and hour after hour they carried out their work of rescue, quite careless of themselves. (488, 40, 666, 108)
article-paragraph: Reality is cheap — only dreams cost money. (1101, 556, 1265, 567)
article-paragraph: Amongst the others who arrived in England from the Somme battlefield recently, Captain H— told the following story: (1092, 324, 1352, 346)
article-paragraph: But they arrived in time to attack the Flers line and in a very deliberate and orderly way they rolled over the barbed wire, smashing it into the earth, before pushing their way into the German parapets, hurling themselves in, and bringing out the first line of trenches. (168, 1510, 354, 1578)
article-paragraph: There is another point about the quality of a fresh army which must not be neglected at this stage. The proportion of officers and non-commissioned, that is, the trained and professional leaders, the framework or cadre of an army, is, in the case of Rumania, entire. The strain which modern war has put upon this framework among all the original belligerents we know by experience to be enormous. The replacing of professional officers by new commissions, the holders of which have necessarily received only an imperfect and rapid instruction, is a necessity of war which inevitably lowers the quality of a force as time proceeds. It has affected most of the concept belligerents fairly equally so far and affected them profoundly, but Rumania comes in at this moment with all that professional framework intact. (856, 579, 1086, 739)
article-paragraph: "Well, you had better have another one—this one to smoke!" (488, 1487, 666, 1510)
article-paragraph: Roughly speaking, the disposition of this considerable force is as follows: (674, 1379, 848, 1401)
deck-new-zealanders: NEW ZEALANDERS' REPEATED BAYONET CHARGE IN NIGHT BATTLE. (174, 202, 348, 241)
article-paragraph: The men of New Zealand went forward with hardly a check, to the German switch trench 600 yards from the starting-line. They were men of Auckland, Canterbury, Otago and Wellington, and they got their trenches in the bayonet, and desired to get them to close range. (168, 1087, 354, 1155)
column-1 (8, 40, 160, 2107)
article-paragraph: "Anthology?" he remarked. (17, 1998, 119, 2009)
article-paragraph: Rumania is to-day competent with a complete system of Conscription upon the model of all the other Balkan States and of France, the Balkan States and the French Republic alone in Europe had reached a complete system of this kind. All other conscriptive nations were content to enrol but a portion of their adult effective male population upon its coming of age, and to exempt a considerable proportion under a system which left this exempted portion to receive either a partial training or none, and to postpone its full training till after the outbreak of war. (674, 1031, 848, 1190)
article-paragraph: The Hun company referred to was the Continental Tyre Company, which has not been declared by the House of Lords to be an enemy firm. (8, 440, 160, 485)
